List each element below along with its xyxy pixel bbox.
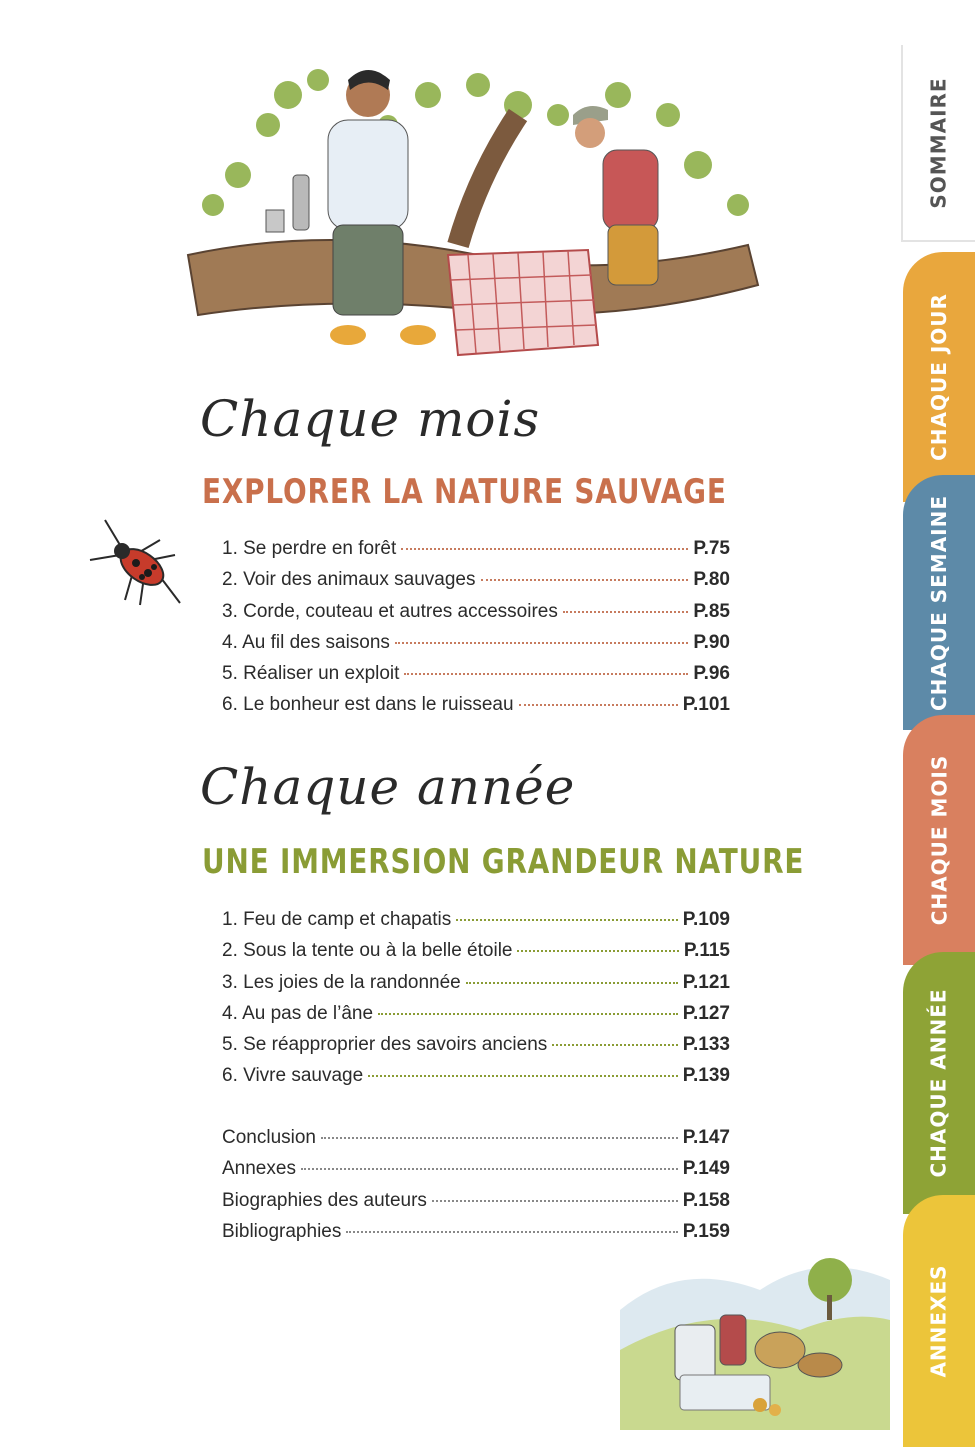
toc-item-label: 5. Se réapproprier des savoirs anciens: [222, 1034, 548, 1056]
toc-item-label: 1. Se perdre en forêt: [222, 538, 397, 559]
toc-item-page: P.85: [693, 600, 730, 622]
toc-item[interactable]: [222, 569, 730, 600]
tab-chaque-jour[interactable]: [903, 252, 975, 502]
toc-item-page: P.147: [682, 1127, 730, 1148]
toc-item[interactable]: [222, 1065, 730, 1096]
toc-item-page: P.133: [682, 1034, 730, 1056]
toc-item[interactable]: [222, 1034, 730, 1065]
tab-annexes[interactable]: [903, 1195, 975, 1447]
leader-dots: [378, 1013, 678, 1015]
toc-item-page: P.139: [682, 1065, 730, 1087]
toc-item-page: P.101: [682, 694, 730, 716]
tab-label: ANNEXES: [927, 1264, 952, 1378]
toc-item-label: 2. Sous la tente ou à la belle étoile: [222, 940, 513, 962]
toc-item-label: 6. Vivre sauvage: [222, 1065, 364, 1087]
toc-item-label: Bibliographies: [222, 1220, 342, 1242]
section-title-mois: Chaque mois: [200, 390, 541, 448]
toc-item-page: P.75: [693, 538, 730, 559]
toc-item-label: 5. Réaliser un exploit: [222, 663, 400, 685]
tab-chaque-annee[interactable]: [903, 952, 975, 1214]
tab-sommaire[interactable]: [901, 45, 975, 242]
toc-item[interactable]: [222, 1190, 730, 1221]
section-title-annee: Chaque année: [200, 758, 576, 816]
leader-dots: [563, 611, 689, 613]
toc-item-label: Conclusion: [222, 1127, 316, 1148]
toc-item-label: 3. Corde, couteau et autres accessoires: [222, 600, 558, 622]
toc-extras: [222, 1127, 730, 1252]
toc-mois: [222, 538, 730, 726]
toc-item[interactable]: [222, 1127, 730, 1158]
leader-dots: [456, 919, 678, 921]
leader-dots: [552, 1044, 678, 1046]
toc-item-page: P.127: [682, 1002, 730, 1024]
toc-item-page: P.158: [682, 1189, 730, 1211]
toc-item-label: 1. Feu de camp et chapatis: [222, 909, 452, 930]
toc-item-page: P.159: [682, 1220, 730, 1242]
leader-dots: [404, 673, 688, 675]
toc-item-label: 4. Au fil des saisons: [222, 631, 390, 653]
toc-item-page: P.121: [682, 971, 730, 993]
toc-item[interactable]: [222, 601, 730, 632]
tab-label: CHAQUE MOIS: [927, 754, 952, 926]
toc-item[interactable]: [222, 940, 730, 971]
toc-item[interactable]: [222, 909, 730, 940]
tab-chaque-semaine[interactable]: [903, 475, 975, 730]
toc-item[interactable]: [222, 972, 730, 1003]
leader-dots: [466, 982, 678, 984]
leader-dots: [401, 548, 688, 550]
leader-dots: [519, 704, 678, 706]
toc-item[interactable]: [222, 694, 730, 725]
toc-item[interactable]: [222, 632, 730, 663]
toc-item-page: P.80: [693, 569, 730, 591]
toc-item-label: 4. Au pas de l’âne: [222, 1002, 374, 1024]
leader-dots: [321, 1137, 678, 1139]
tree-branch-illustration: [178, 55, 768, 375]
toc-item-page: P.149: [682, 1158, 730, 1180]
tab-label: CHAQUE ANNÉE: [927, 988, 952, 1178]
toc-item-label: 3. Les joies de la randonnée: [222, 971, 461, 993]
leader-dots: [481, 579, 689, 581]
toc-item-page: P.115: [683, 940, 730, 962]
toc-item-label: 2. Voir des animaux sauvages: [222, 569, 476, 591]
toc-item[interactable]: [222, 663, 730, 694]
leader-dots: [346, 1231, 677, 1233]
leader-dots: [368, 1075, 678, 1077]
section-subtitle-mois: EXPLORER LA NATURE SAUVAGE: [202, 472, 727, 512]
toc-item[interactable]: [222, 1003, 730, 1034]
section-subtitle-annee: UNE IMMERSION GRANDEUR NATURE: [202, 842, 805, 882]
leader-dots: [395, 642, 688, 644]
toc-item-page: P.109: [682, 909, 730, 930]
toc-item[interactable]: [222, 538, 730, 569]
leader-dots: [517, 950, 678, 952]
tab-label: SOMMAIRE: [927, 76, 952, 209]
toc-item-label: Annexes: [222, 1158, 296, 1180]
toc-item-page: P.90: [693, 631, 730, 653]
leader-dots: [432, 1200, 678, 1202]
toc-item-label: 6. Le bonheur est dans le ruisseau: [222, 694, 514, 716]
tab-label: CHAQUE JOUR: [927, 293, 952, 461]
leader-dots: [301, 1168, 678, 1170]
beetle-illustration: [80, 515, 190, 615]
picnic-landscape-illustration: [620, 1240, 890, 1430]
toc-annee: [222, 909, 730, 1097]
toc-item[interactable]: [222, 1158, 730, 1189]
toc-item-label: Biographies des auteurs: [222, 1189, 427, 1211]
toc-item-page: P.96: [693, 663, 730, 685]
tab-chaque-mois[interactable]: [903, 715, 975, 965]
tab-label: CHAQUE SEMAINE: [927, 494, 951, 711]
